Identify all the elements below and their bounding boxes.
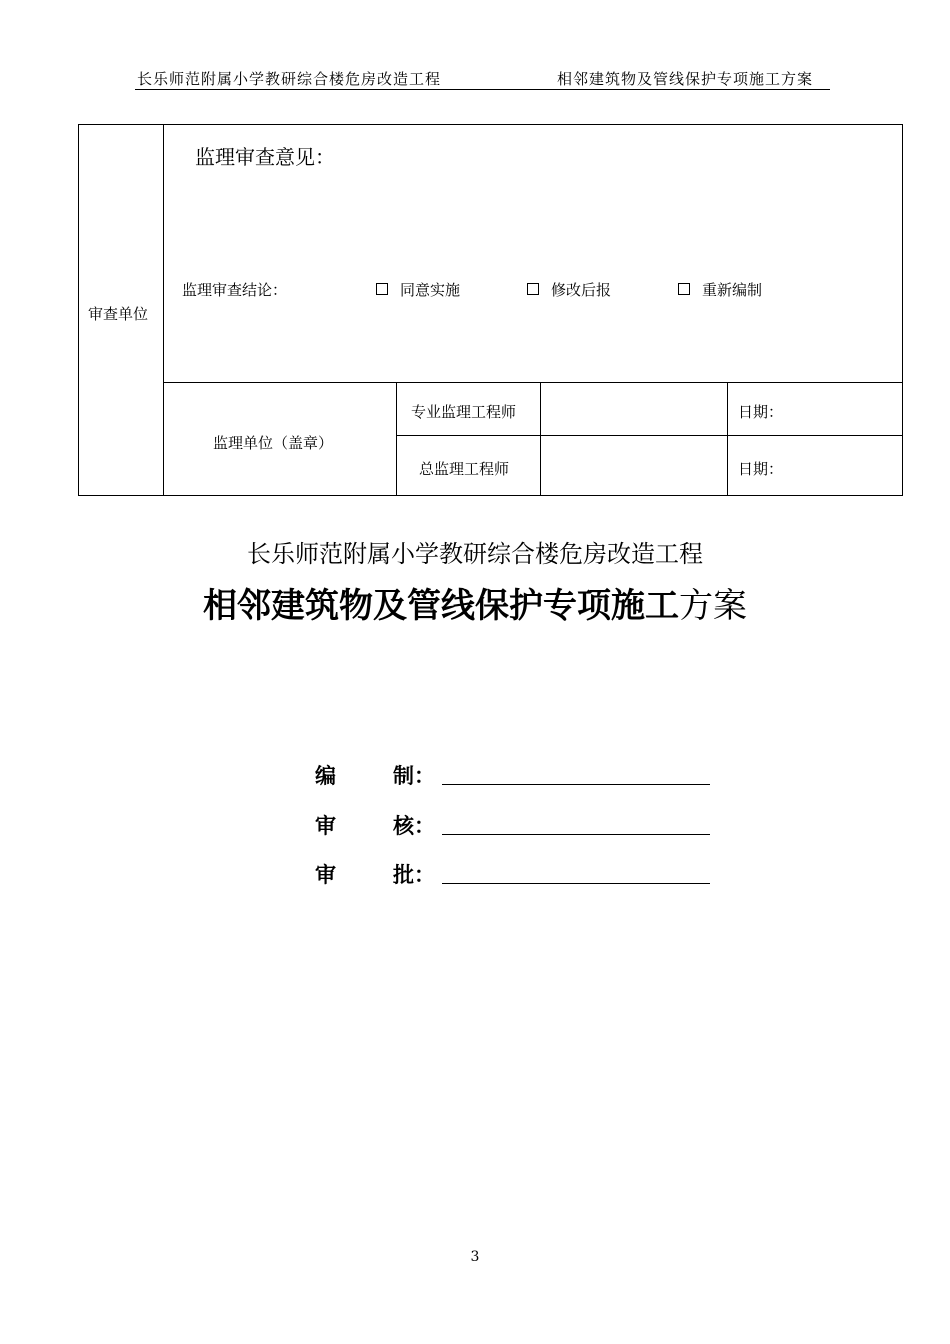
checkbox-icon[interactable]: [527, 283, 539, 295]
table-divider-sign: [727, 382, 728, 495]
checkbox-icon[interactable]: [678, 283, 690, 295]
signature-line-review[interactable]: [442, 834, 710, 835]
table-border-right: [902, 124, 903, 495]
page-number: 3: [470, 1249, 480, 1265]
option-redo[interactable]: [678, 279, 762, 300]
supervision-unit-label: 监理单位（盖章）: [213, 434, 334, 452]
option-label: 修改后报: [551, 281, 612, 299]
signature-line-compile[interactable]: [442, 784, 710, 785]
signature-line-approve[interactable]: [442, 883, 710, 884]
table-divider-unit: [396, 382, 397, 495]
project-title: 长乐师范附属小学教研综合楼危房改造工程: [247, 540, 703, 568]
engineer-signature-cell[interactable]: [545, 386, 721, 431]
plan-title: [0, 578, 950, 627]
engineer-date-label: 日期：: [738, 403, 784, 421]
checkbox-icon[interactable]: [376, 283, 388, 295]
row-label-review-unit: 审查单位: [88, 305, 149, 323]
signature-label-approve: 审 批：: [315, 862, 435, 887]
table-border-bottom: [78, 495, 903, 496]
header-rule: [135, 89, 830, 90]
engineer-label: 专业监理工程师: [411, 403, 517, 421]
chief-signature-cell[interactable]: [545, 439, 721, 491]
table-divider-opinion: [163, 382, 903, 383]
opinion-title: 监理审查意见：: [195, 145, 335, 169]
option-label: 重新编制: [702, 281, 763, 299]
running-header-left: 长乐师范附属小学教研综合楼危房改造工程: [137, 70, 442, 88]
table-divider-role: [540, 382, 541, 495]
plan-title-rest: 方案: [679, 586, 747, 626]
table-border-left: [78, 124, 79, 495]
option-label: 同意实施: [400, 281, 461, 299]
signature-label-compile: 编 制：: [315, 763, 435, 788]
table-border-top: [78, 124, 903, 125]
signature-label-review: 审 核：: [315, 813, 435, 838]
chief-date-label: 日期：: [738, 460, 784, 478]
chief-engineer-label: 总监理工程师: [419, 460, 510, 478]
plan-title-bold: 相邻建筑物及管线保护专项施工: [203, 586, 679, 626]
conclusion-label: 监理审查结论：: [182, 281, 288, 299]
option-approve[interactable]: [376, 279, 460, 300]
running-header-right: 相邻建筑物及管线保护专项施工方案: [557, 70, 814, 88]
table-divider-label: [163, 124, 164, 495]
table-divider-role-rows: [396, 435, 903, 436]
option-revise[interactable]: [527, 279, 611, 300]
